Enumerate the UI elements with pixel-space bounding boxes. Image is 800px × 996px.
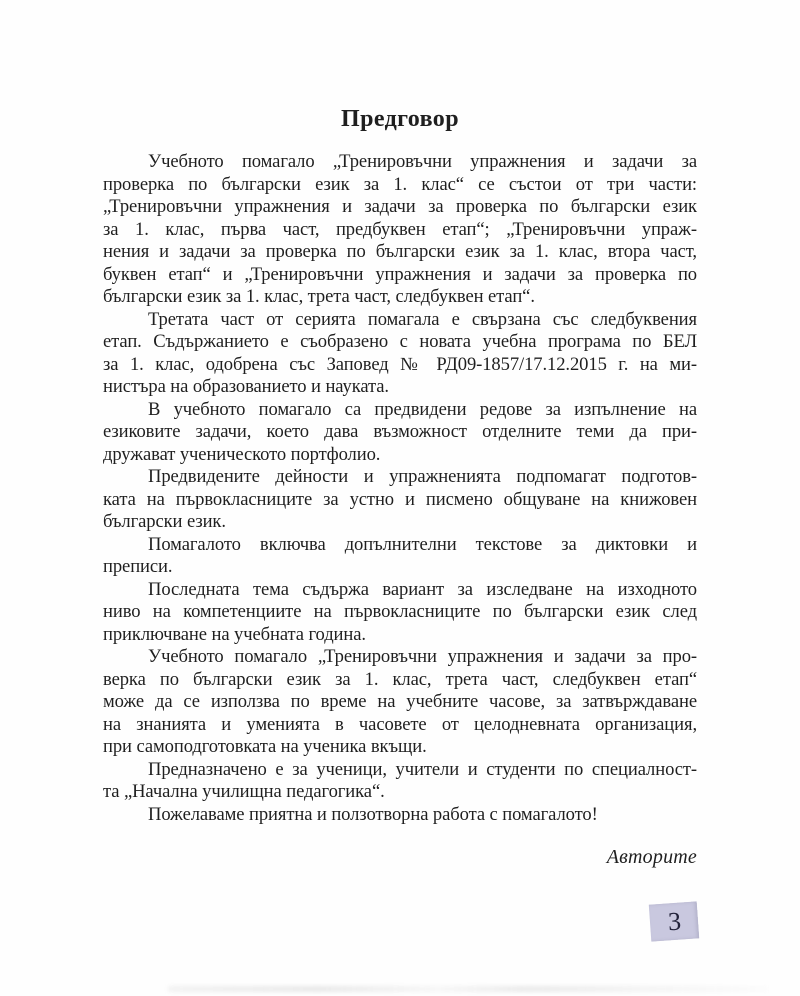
text-line: български език. bbox=[103, 511, 226, 532]
paragraph bbox=[103, 399, 697, 467]
text-line: на знанията и уменията в часовете от целодневната организация, bbox=[103, 713, 697, 735]
author-signature: Авторите bbox=[606, 846, 697, 868]
page-number: 3 bbox=[666, 906, 682, 936]
text-line: верка по български език за 1. клас, трета част, следбуквен етап“ bbox=[103, 668, 697, 690]
text-line: Предвидените дейности и упражненията подпомагат подготов- bbox=[148, 466, 697, 487]
text-line: за 1. клас, одобрена със Заповед № РД09-1857/17.12.2015 г. на ми- bbox=[103, 353, 697, 375]
paragraph bbox=[103, 646, 697, 759]
text-line: български език за 1. клас, трета част, следбуквен етап“. bbox=[103, 286, 535, 307]
text-line: преписи. bbox=[103, 556, 173, 577]
text-line: Предназначено е за ученици, учители и студенти по специалност- bbox=[148, 758, 697, 780]
text-line: при самоподготовката на ученика вкъщи. bbox=[103, 736, 427, 757]
text-line: та „Начална училищна педагогика“. bbox=[103, 781, 385, 802]
text-line: дружават ученическото портфолио. bbox=[103, 443, 381, 465]
text-line: Учебното помагало „Тренировъчни упражнения и задачи за bbox=[148, 151, 697, 172]
paragraph bbox=[103, 309, 697, 399]
text-line: буквен етап“ и „Тренировъчни упражнения и задачи за проверка по bbox=[103, 263, 697, 285]
page-title: Предговор bbox=[341, 106, 459, 132]
text-line: „Тренировъчни упражнения и задачи за проверка по български език bbox=[103, 196, 697, 217]
paragraph bbox=[103, 579, 697, 647]
page-number-badge bbox=[649, 901, 699, 941]
paragraph bbox=[103, 151, 697, 309]
text-line: Учебното помагало „Тренировъчни упражнения и задачи за про- bbox=[148, 646, 697, 667]
paragraph-container bbox=[103, 151, 697, 826]
text-line: може да се използва по време на учебните часове, за затвърждаване bbox=[103, 691, 697, 712]
text-line: ниво на компетенциите на първокласниците по български език след bbox=[103, 601, 697, 622]
paragraph bbox=[103, 466, 697, 534]
text-line: за 1. клас, първа част, предбуквен етап“; „Тренировъчни упраж- bbox=[103, 218, 697, 240]
scan-artifact bbox=[168, 986, 768, 992]
text-line: нения и задачи за проверка по български език за 1. клас, втора част, bbox=[103, 241, 697, 262]
text-line: Последната тема съдържа вариант за изследване на изходното bbox=[148, 578, 697, 600]
text-line: Помагалото включва допълнителни текстове за диктовки и bbox=[148, 533, 697, 555]
paragraph bbox=[103, 759, 697, 804]
text-line: Пожелаваме приятна и ползотворна работа с помагалото! bbox=[148, 803, 598, 825]
text-line: приключване на учебната година. bbox=[103, 623, 366, 645]
paragraph bbox=[103, 804, 697, 827]
text-line: Третата част от серията помагала е свързана със следбуквения bbox=[148, 308, 697, 330]
text-line: ката на първокласниците за устно и писмено общуване на книжовен bbox=[103, 488, 697, 510]
text-line: В учебното помагало са предвидени редове за изпълнение на bbox=[148, 398, 697, 420]
paragraph bbox=[103, 534, 697, 579]
text-line: езиковите задачи, което дава възможност отделните теми да при- bbox=[103, 421, 697, 442]
text-line: проверка по български език за 1. клас“ се състои от три части: bbox=[103, 173, 697, 195]
text-line: нистъра на образованието и науката. bbox=[103, 376, 389, 397]
text-line: етап. Съдържанието е съобразено с новата учебна програма по БЕЛ bbox=[103, 331, 697, 352]
